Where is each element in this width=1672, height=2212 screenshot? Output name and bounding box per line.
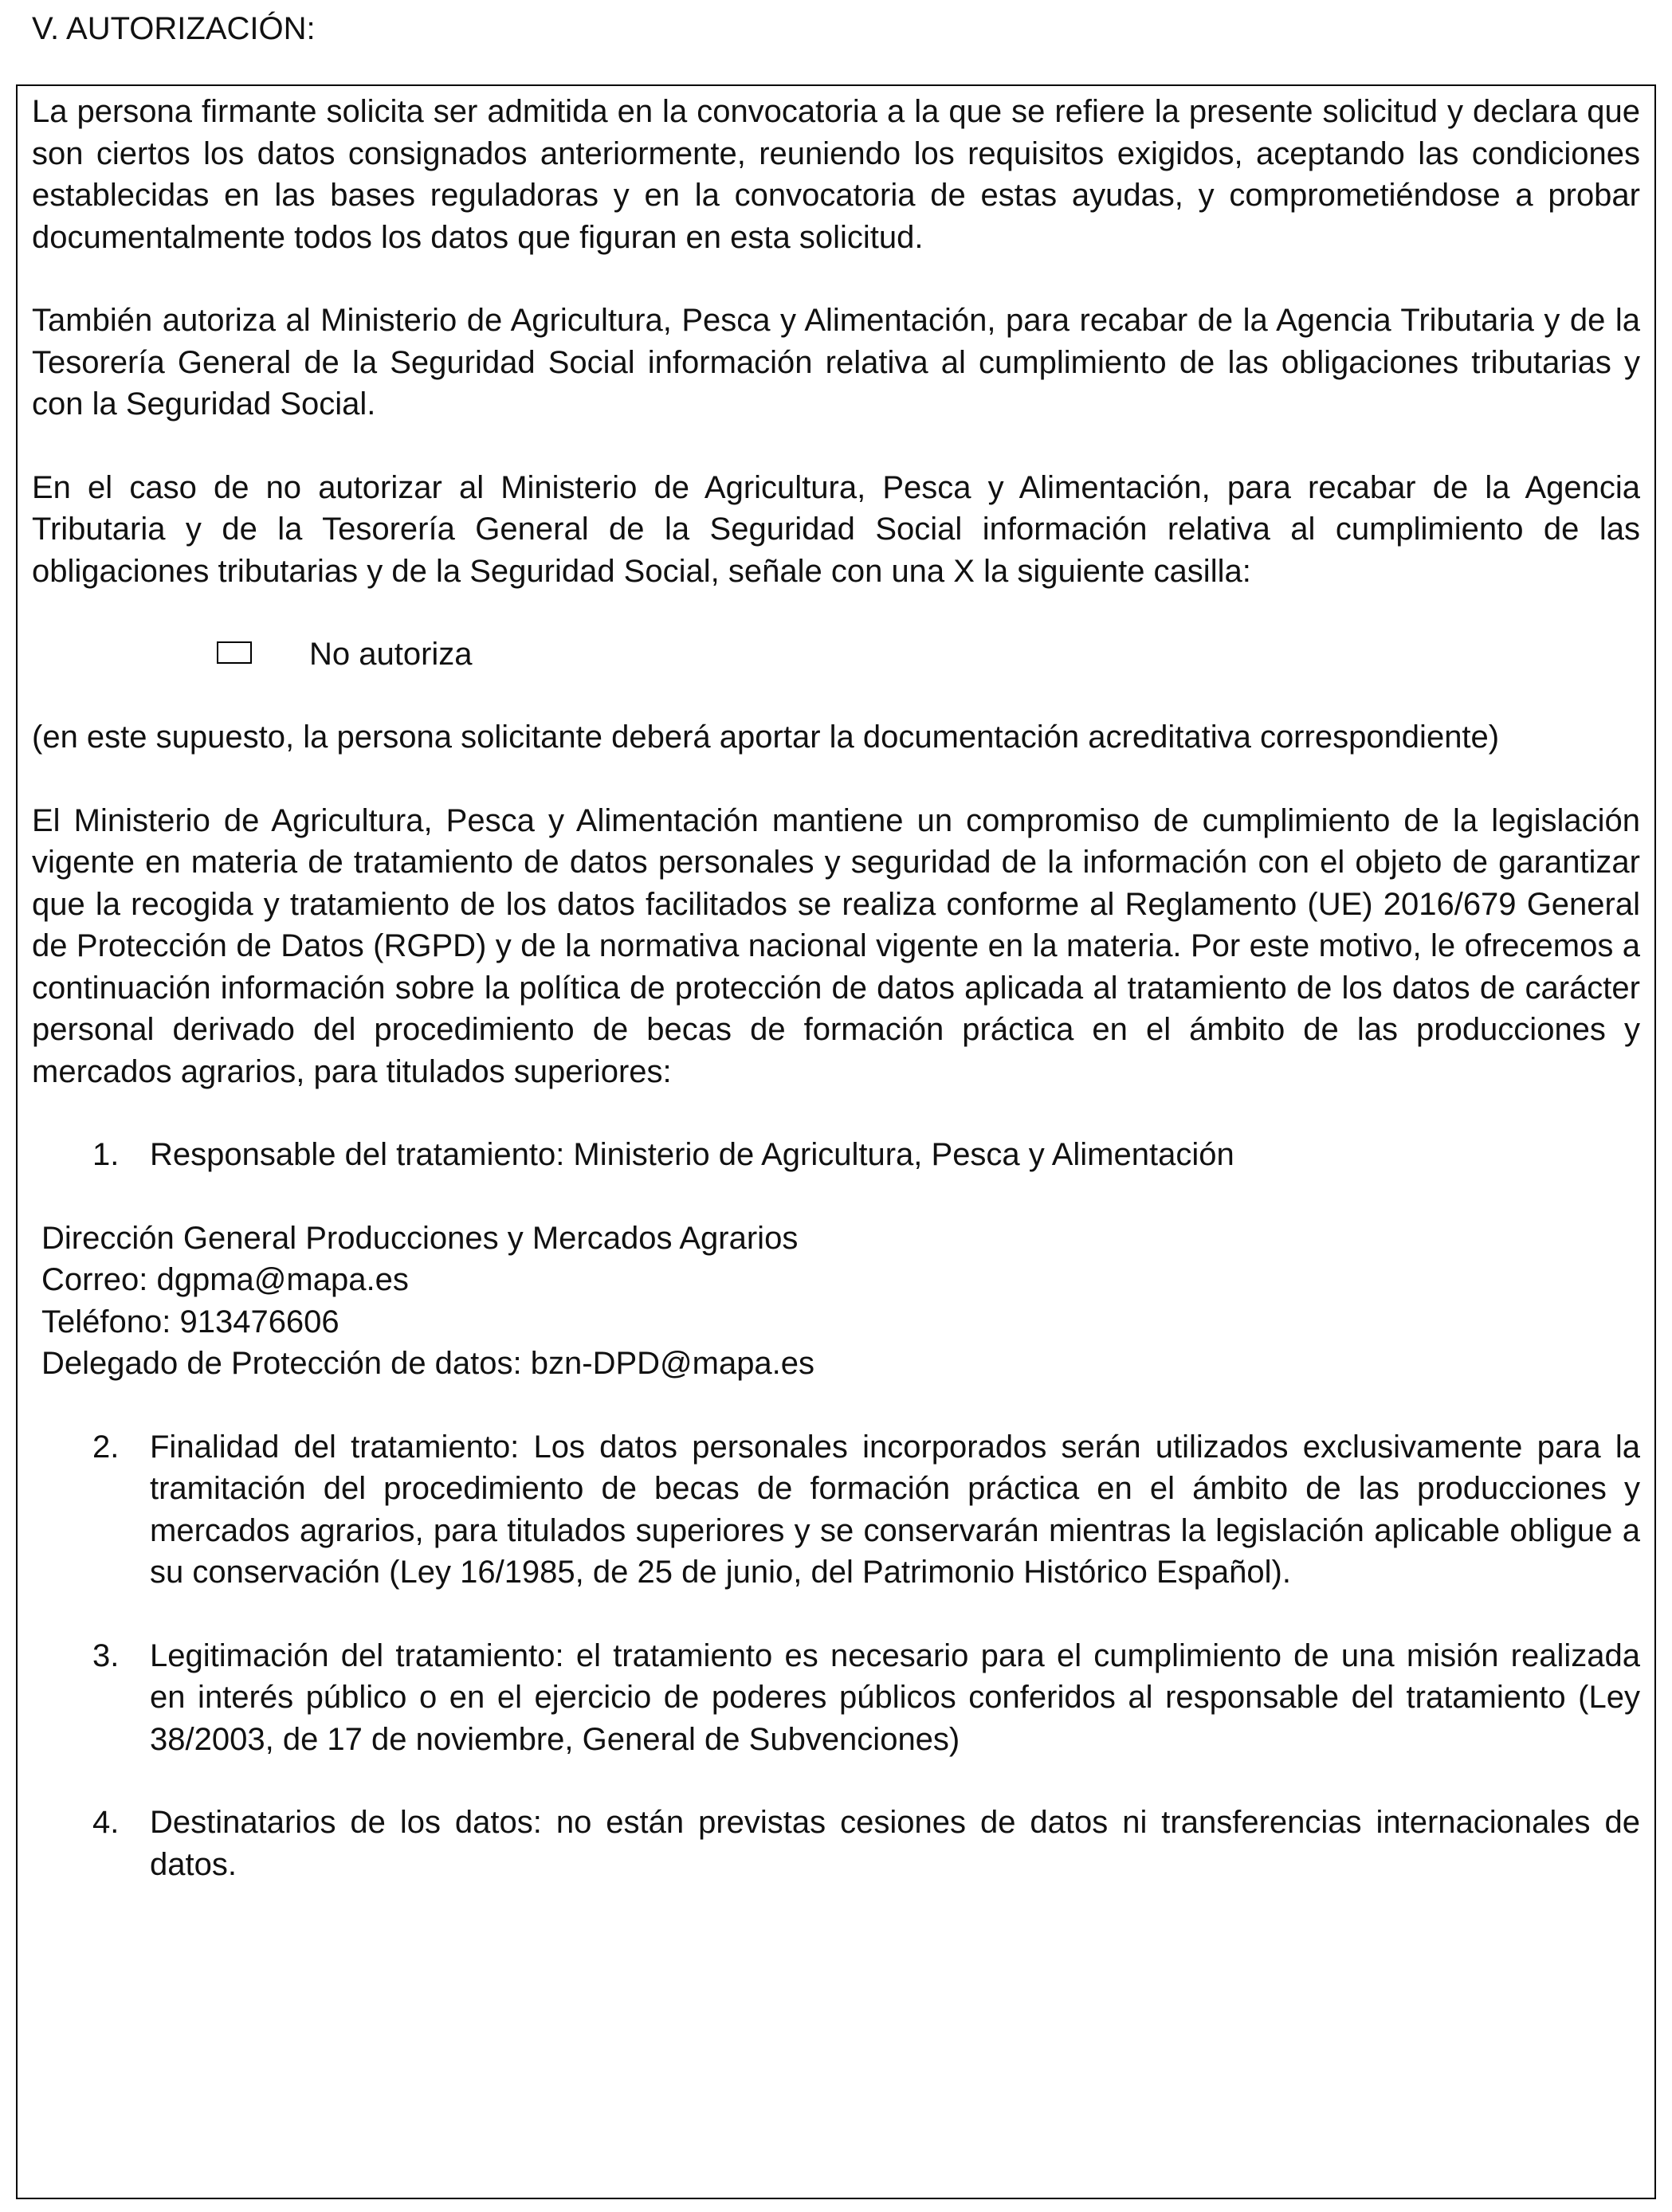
list-item-number: 3.	[92, 1637, 120, 1673]
contact-phone: Teléfono: 913476606	[41, 1304, 340, 1339]
authorization-box	[16, 84, 1656, 2199]
list-item-text: Finalidad del tratamiento: Los datos personales incorporados serán utilizados exclusivamente para la tramitación del procedimiento de becas de formación práctica en el ámbito de las producciones y mercados agrarios, para titulados superiores y se conservarán mientras la legislación aplicable obligue a su conservación (Ley 16/1985, de 25 de junio, del Patrimonio Histórico Español).	[150, 1429, 1640, 1590]
data-protection-list	[32, 1134, 1640, 1885]
data-protection-paragraph: El Ministerio de Agricultura, Pesca y Alimentación mantiene un compromiso de cumplimiento de la legislación vigente en materia de tratamiento de datos personales y seguridad de la información con el objeto de garantizar que la recogida y tratamiento de los datos facilitados se realiza conforme al Reglamento (UE) 2016/679 General de Protección de Datos (RGPD) y de la normativa nacional vigente en la materia. Por este motivo, le ofrecemos a continuación información sobre la política de protección de datos aplicada al tratamiento de los datos de carácter personal derivado del procedimiento de becas de formación práctica en el ámbito de las producciones y mercados agrarios, para titulados superiores:	[32, 802, 1640, 1089]
no-autoriza-row	[32, 633, 1640, 675]
contact-directorate: Dirección General Producciones y Mercados Agrarios	[41, 1220, 799, 1256]
list-item-text: Legitimación del tratamiento: el tratamiento es necesario para el cumplimiento de una misión realizada en interés público o en el ejercicio de poderes públicos conferidos al responsable del tratamiento (Ley 38/2003, de 17 de noviembre, General de Subvenciones)	[150, 1637, 1640, 1757]
no-autoriza-label: No autoriza	[309, 637, 473, 672]
documentation-note: (en este supuesto, la persona solicitante deberá aportar la documentación acreditativa correspondiente)	[32, 720, 1500, 755]
non-authorization-paragraph: En el caso de no autorizar al Ministerio de Agricultura, Pesca y Alimentación, para recabar de la Agencia Tributaria y de la Tesorería General de la Seguridad Social información relativa al cumplimiento de las obligaciones tributarias y de la Seguridad Social, señale con una X la siguiente casilla:	[32, 469, 1640, 589]
section-title: V. AUTORIZACIÓN:	[32, 11, 316, 46]
contact-email: Correo: dgpma@mapa.es	[41, 1262, 409, 1297]
list-item	[32, 1134, 1640, 1385]
authorization-content	[32, 91, 1640, 1885]
declaration-paragraph: La persona firmante solicita ser admitida en la convocatoria a la que se refiere la presente solicitud y declara que son ciertos los datos consignados anteriormente, reuniendo los requisitos exigidos, aceptando las condiciones establecidas en las bases reguladoras y en la convocatoria de estas ayudas, y comprometiéndose a probar documentalmente todos los datos que figuran en esta solicitud.	[32, 94, 1640, 255]
authorization-paragraph: También autoriza al Ministerio de Agricultura, Pesca y Alimentación, para recabar de la Agencia Tributaria y de la Tesorería General de la Seguridad Social información relativa al cumplimiento de las obligaciones tributarias y con la Seguridad Social.	[32, 303, 1640, 422]
list-item	[32, 1635, 1640, 1761]
contact-dpo: Delegado de Protección de datos: bzn-DPD@mapa.es	[41, 1346, 815, 1381]
list-item	[32, 1802, 1640, 1885]
list-item-number: 2.	[92, 1429, 120, 1465]
list-item	[32, 1426, 1640, 1594]
list-item-text: Responsable del tratamiento: Ministerio de Agricultura, Pesca y Alimentación	[150, 1137, 1234, 1172]
list-item-number: 4.	[92, 1805, 120, 1840]
contact-block	[41, 1218, 1640, 1385]
no-autoriza-checkbox[interactable]	[217, 641, 252, 664]
list-item-text: Destinatarios de los datos: no están previstas cesiones de datos ni transferencias internacionales de datos.	[150, 1805, 1640, 1882]
list-item-number: 1.	[92, 1137, 120, 1172]
